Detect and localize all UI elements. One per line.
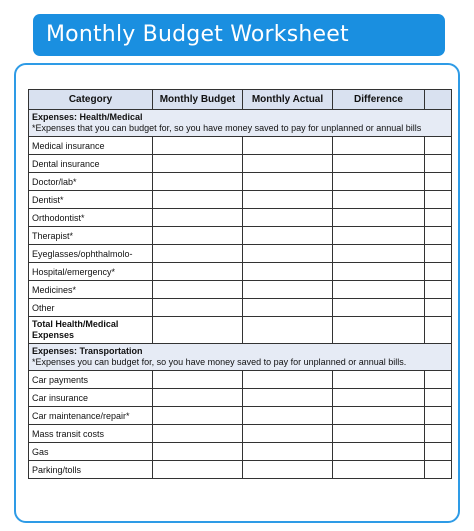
category-label: Medical insurance <box>29 137 153 155</box>
budget-cell[interactable] <box>153 425 243 443</box>
category-label: Parking/tolls <box>29 461 153 479</box>
actual-cell[interactable] <box>243 155 333 173</box>
budget-cell[interactable] <box>153 389 243 407</box>
difference-cell[interactable] <box>333 209 425 227</box>
difference-cell[interactable] <box>333 317 425 344</box>
budget-cell[interactable] <box>153 371 243 389</box>
table-row <box>29 155 452 173</box>
actual-cell[interactable] <box>243 425 333 443</box>
extra-cell[interactable] <box>425 137 452 155</box>
actual-cell[interactable] <box>243 299 333 317</box>
budget-cell[interactable] <box>153 263 243 281</box>
category-label: Therapist* <box>29 227 153 245</box>
extra-cell[interactable] <box>425 407 452 425</box>
table-row <box>29 443 452 461</box>
budget-cell[interactable] <box>153 173 243 191</box>
title-banner <box>33 14 445 56</box>
table-row <box>29 299 452 317</box>
table-row <box>29 173 452 191</box>
actual-cell[interactable] <box>243 191 333 209</box>
difference-cell[interactable] <box>333 443 425 461</box>
extra-cell[interactable] <box>425 191 452 209</box>
table-row <box>29 227 452 245</box>
actual-cell[interactable] <box>243 173 333 191</box>
budget-cell[interactable] <box>153 299 243 317</box>
budget-cell[interactable] <box>153 191 243 209</box>
budget-cell[interactable] <box>153 209 243 227</box>
section-row-health <box>29 110 452 137</box>
budget-cell[interactable] <box>153 281 243 299</box>
difference-cell[interactable] <box>333 371 425 389</box>
actual-cell[interactable] <box>243 137 333 155</box>
budget-cell[interactable] <box>153 461 243 479</box>
section-note: *Expenses that you can budget for, so you have money saved to pay for unplanned or annual bills <box>32 123 422 133</box>
extra-cell[interactable] <box>425 443 452 461</box>
budget-cell[interactable] <box>153 317 243 344</box>
table-row <box>29 317 452 344</box>
extra-cell[interactable] <box>425 245 452 263</box>
actual-cell[interactable] <box>243 461 333 479</box>
table-row <box>29 137 452 155</box>
actual-cell[interactable] <box>243 407 333 425</box>
category-label: Doctor/lab* <box>29 173 153 191</box>
budget-cell[interactable] <box>153 443 243 461</box>
section-title: Expenses: Health/Medical <box>32 112 143 122</box>
section-title: Expenses: Transportation <box>32 346 143 356</box>
extra-cell[interactable] <box>425 281 452 299</box>
extra-cell[interactable] <box>425 155 452 173</box>
extra-cell[interactable] <box>425 371 452 389</box>
header-row <box>29 90 452 110</box>
actual-cell[interactable] <box>243 227 333 245</box>
difference-cell[interactable] <box>333 425 425 443</box>
section-row-transport <box>29 344 452 371</box>
budget-cell[interactable] <box>153 407 243 425</box>
category-label: Car payments <box>29 371 153 389</box>
section-note: *Expenses you can budget for, so you have money saved to pay for unplanned or annual bills. <box>32 357 407 367</box>
extra-cell[interactable] <box>425 227 452 245</box>
difference-cell[interactable] <box>333 137 425 155</box>
difference-cell[interactable] <box>333 155 425 173</box>
difference-cell[interactable] <box>333 263 425 281</box>
category-label: Dental insurance <box>29 155 153 173</box>
category-label: Medicines* <box>29 281 153 299</box>
table-row <box>29 389 452 407</box>
category-label: Other <box>29 299 153 317</box>
budget-cell[interactable] <box>153 155 243 173</box>
extra-cell[interactable] <box>425 209 452 227</box>
table-row <box>29 281 452 299</box>
actual-cell[interactable] <box>243 317 333 344</box>
difference-cell[interactable] <box>333 461 425 479</box>
category-label: Mass transit costs <box>29 425 153 443</box>
difference-cell[interactable] <box>333 281 425 299</box>
col-header-monthly-budget: Monthly Budget <box>153 90 243 110</box>
table-row <box>29 245 452 263</box>
category-label: Orthodontist* <box>29 209 153 227</box>
category-label: Hospital/emergency* <box>29 263 153 281</box>
difference-cell[interactable] <box>333 227 425 245</box>
extra-cell[interactable] <box>425 389 452 407</box>
table-row <box>29 371 452 389</box>
actual-cell[interactable] <box>243 371 333 389</box>
extra-cell[interactable] <box>425 425 452 443</box>
actual-cell[interactable] <box>243 245 333 263</box>
actual-cell[interactable] <box>243 443 333 461</box>
difference-cell[interactable] <box>333 389 425 407</box>
extra-cell[interactable] <box>425 263 452 281</box>
budget-cell[interactable] <box>153 137 243 155</box>
extra-cell[interactable] <box>425 461 452 479</box>
actual-cell[interactable] <box>243 281 333 299</box>
table-row <box>29 191 452 209</box>
budget-cell[interactable] <box>153 245 243 263</box>
section-header-health <box>29 110 452 137</box>
extra-cell[interactable] <box>425 317 452 344</box>
extra-cell[interactable] <box>425 299 452 317</box>
difference-cell[interactable] <box>333 245 425 263</box>
difference-cell[interactable] <box>333 299 425 317</box>
table-row <box>29 263 452 281</box>
category-label: Eyeglasses/ophthalmolo- <box>29 245 153 263</box>
extra-cell[interactable] <box>425 173 452 191</box>
table-row <box>29 461 452 479</box>
budget-cell[interactable] <box>153 227 243 245</box>
col-header-difference: Difference <box>333 90 425 110</box>
actual-cell[interactable] <box>243 389 333 407</box>
category-label: Car maintenance/repair* <box>29 407 153 425</box>
page-title: Monthly Budget Worksheet <box>46 22 349 47</box>
col-header-category: Category <box>29 90 153 110</box>
difference-cell[interactable] <box>333 191 425 209</box>
difference-cell[interactable] <box>333 407 425 425</box>
actual-cell[interactable] <box>243 209 333 227</box>
budget-table <box>28 89 452 479</box>
category-label: Dentist* <box>29 191 153 209</box>
actual-cell[interactable] <box>243 263 333 281</box>
section-header-transport <box>29 344 452 371</box>
category-label: Gas <box>29 443 153 461</box>
total-label: Total Health/Medical Expenses <box>29 317 153 344</box>
col-header-extra <box>425 90 452 110</box>
table-row <box>29 407 452 425</box>
table-row <box>29 425 452 443</box>
difference-cell[interactable] <box>333 173 425 191</box>
col-header-monthly-actual: Monthly Actual <box>243 90 333 110</box>
category-label: Car insurance <box>29 389 153 407</box>
table-row <box>29 209 452 227</box>
